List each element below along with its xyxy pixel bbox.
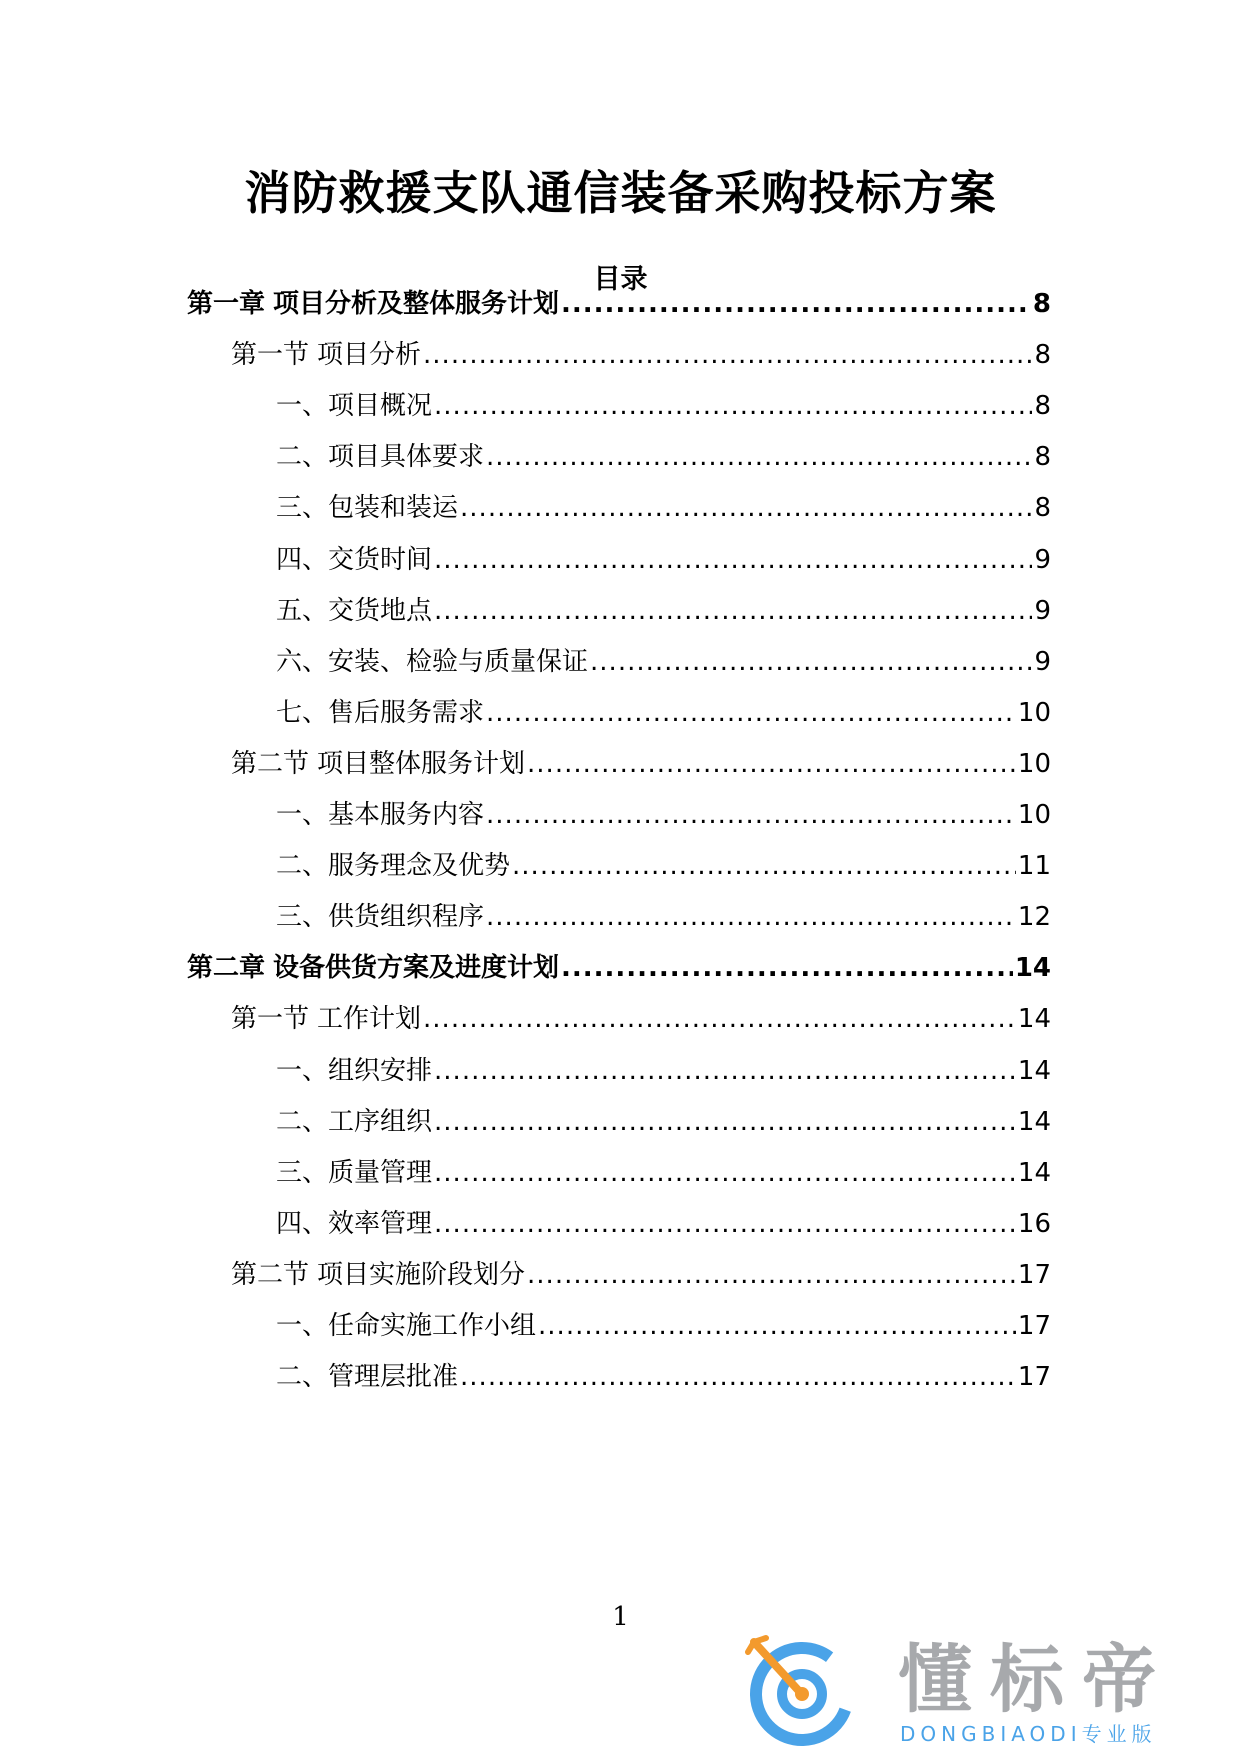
toc-entry-prefix: 一、 bbox=[276, 391, 329, 421]
toc-entry[interactable] bbox=[276, 1051, 1051, 1091]
toc-entry-label bbox=[276, 1306, 536, 1346]
toc-dot-leader bbox=[434, 1102, 1016, 1142]
toc-entry-label bbox=[276, 1153, 432, 1193]
toc-entry[interactable] bbox=[276, 1357, 1051, 1397]
toc-entry-prefix: 三、 bbox=[276, 1158, 329, 1188]
toc-entry-prefix: 四、 bbox=[276, 1209, 329, 1239]
toc-dot-leader bbox=[590, 642, 1032, 682]
toc-dot-leader bbox=[423, 999, 1016, 1039]
toc-dot-leader bbox=[434, 540, 1032, 580]
toc-entry[interactable] bbox=[276, 1153, 1051, 1193]
toc-entry[interactable] bbox=[231, 744, 1051, 784]
toc-dot-leader bbox=[486, 437, 1032, 477]
toc-entry-page: 14 bbox=[1017, 1056, 1051, 1086]
toc-entry-text: 效率管理 bbox=[328, 1209, 433, 1239]
toc-dot-leader bbox=[512, 846, 1016, 886]
toc-entry-page: 8 bbox=[1034, 391, 1051, 421]
toc-entry-label bbox=[276, 540, 432, 580]
toc-dot-leader bbox=[434, 591, 1032, 631]
toc-entry-prefix: 二、 bbox=[276, 851, 329, 881]
toc-entry[interactable] bbox=[276, 846, 1051, 886]
toc-dot-leader bbox=[561, 284, 1031, 324]
toc-entry-page: 11 bbox=[1017, 851, 1051, 881]
toc-entry-page: 8 bbox=[1032, 289, 1051, 319]
toc-entry-label bbox=[231, 999, 421, 1039]
toc-entry[interactable] bbox=[276, 795, 1051, 835]
watermark-brand: 懂标帝 bbox=[898, 1637, 1174, 1723]
toc-dot-leader bbox=[486, 897, 1016, 937]
toc-dot-leader bbox=[434, 1153, 1016, 1193]
toc-entry-page: 12 bbox=[1017, 902, 1051, 932]
toc-entry[interactable] bbox=[276, 693, 1051, 733]
toc-entry-text: 设备供货方案及进度计划 bbox=[273, 953, 560, 983]
toc-entry-page: 8 bbox=[1034, 493, 1051, 523]
toc-entry-text: 服务理念及优势 bbox=[328, 851, 511, 881]
toc-entry-page: 8 bbox=[1034, 442, 1051, 472]
toc-entry[interactable] bbox=[276, 1102, 1051, 1142]
toc-dot-leader bbox=[527, 744, 1016, 784]
toc-entry-prefix: 二、 bbox=[276, 442, 329, 472]
toc-entry-page: 14 bbox=[1017, 1004, 1051, 1034]
toc-entry-label bbox=[276, 693, 484, 733]
toc-entry-prefix: 二、 bbox=[276, 1107, 329, 1137]
toc-entry-page: 9 bbox=[1034, 596, 1051, 626]
toc-entry-label bbox=[187, 284, 559, 324]
page-number: 1 bbox=[612, 1602, 629, 1632]
toc-entry-label bbox=[231, 335, 421, 375]
toc-dot-leader bbox=[434, 1051, 1016, 1091]
toc-entry-page: 14 bbox=[1014, 953, 1051, 983]
toc-dot-leader bbox=[486, 795, 1016, 835]
toc-dot-leader bbox=[527, 1255, 1016, 1295]
toc-entry-prefix: 七、 bbox=[276, 698, 329, 728]
toc-entry-page: 17 bbox=[1017, 1260, 1051, 1290]
toc-entry-text: 供货组织程序 bbox=[328, 902, 485, 932]
toc-entry-label bbox=[187, 948, 559, 988]
toc-entry[interactable] bbox=[276, 591, 1051, 631]
toc-entry-label bbox=[276, 897, 484, 937]
toc-entry-label bbox=[276, 1357, 458, 1397]
toc-dot-leader bbox=[434, 1204, 1016, 1244]
toc-entry-text: 质量管理 bbox=[328, 1158, 433, 1188]
watermark bbox=[740, 1628, 1220, 1748]
toc-entry-text: 工作计划 bbox=[317, 1004, 422, 1034]
toc-entry-text: 安装、检验与质量保证 bbox=[328, 647, 589, 677]
watermark-subtitle: DONGBIAODI专业版 bbox=[900, 1722, 1157, 1746]
toc-entry[interactable] bbox=[231, 1255, 1051, 1295]
toc-entry-prefix: 第二节 bbox=[231, 749, 310, 779]
toc-entry-prefix: 第一节 bbox=[231, 340, 310, 370]
toc-entry[interactable] bbox=[276, 437, 1051, 477]
toc-entry-text: 项目实施阶段划分 bbox=[317, 1260, 526, 1290]
toc-dot-leader bbox=[423, 335, 1032, 375]
toc-entry-label bbox=[276, 488, 458, 528]
toc-entry-prefix: 三、 bbox=[276, 493, 329, 523]
toc-entry-text: 项目概况 bbox=[328, 391, 433, 421]
toc-entry-prefix: 六、 bbox=[276, 647, 329, 677]
toc-entry-page: 9 bbox=[1034, 545, 1051, 575]
toc-entry[interactable] bbox=[276, 1204, 1051, 1244]
target-arrow-icon bbox=[740, 1628, 860, 1748]
toc-dot-leader bbox=[538, 1306, 1016, 1346]
toc-entry-prefix: 第一章 bbox=[187, 289, 266, 319]
toc-entry-text: 组织安排 bbox=[328, 1056, 433, 1086]
toc-entry-page: 8 bbox=[1034, 340, 1051, 370]
toc-entry-prefix: 第二章 bbox=[187, 953, 266, 983]
toc-entry-prefix: 五、 bbox=[276, 596, 329, 626]
toc-entry[interactable] bbox=[276, 386, 1051, 426]
toc-entry-prefix: 第一节 bbox=[231, 1004, 310, 1034]
toc-dot-leader bbox=[460, 1357, 1016, 1397]
toc-entry-label bbox=[231, 1255, 525, 1295]
toc-dot-leader bbox=[460, 488, 1032, 528]
toc-entry-label bbox=[276, 846, 510, 886]
toc-entry-text: 项目分析及整体服务计划 bbox=[273, 289, 560, 319]
toc-entry-label bbox=[231, 744, 525, 784]
toc-entry-prefix: 第二节 bbox=[231, 1260, 310, 1290]
toc-entry-prefix: 一、 bbox=[276, 1311, 329, 1341]
toc-entry-page: 17 bbox=[1017, 1362, 1051, 1392]
toc-entry-page: 16 bbox=[1017, 1209, 1051, 1239]
toc-entry-prefix: 一、 bbox=[276, 800, 329, 830]
toc-entry[interactable] bbox=[231, 335, 1051, 375]
toc-entry-label bbox=[276, 1051, 432, 1091]
toc-entry-text: 任命实施工作小组 bbox=[328, 1311, 537, 1341]
toc-entry-page: 14 bbox=[1017, 1158, 1051, 1188]
toc-heading: 目录 bbox=[593, 264, 648, 295]
toc-entry-text: 项目具体要求 bbox=[328, 442, 485, 472]
toc-entry-text: 项目整体服务计划 bbox=[317, 749, 526, 779]
toc-entry-prefix: 三、 bbox=[276, 902, 329, 932]
toc-entry[interactable] bbox=[276, 642, 1051, 682]
toc-entry-prefix: 二、 bbox=[276, 1362, 329, 1392]
toc-entry-text: 工序组织 bbox=[328, 1107, 433, 1137]
toc-entry[interactable] bbox=[276, 488, 1051, 528]
toc-entry[interactable] bbox=[187, 284, 1051, 324]
toc-entry-label bbox=[276, 1102, 432, 1142]
toc-entry-page: 10 bbox=[1017, 698, 1051, 728]
toc-dot-leader bbox=[561, 948, 1013, 988]
toc-entry-prefix: 一、 bbox=[276, 1056, 329, 1086]
toc-entry-text: 包装和装运 bbox=[328, 493, 459, 523]
toc-entry-page: 17 bbox=[1017, 1311, 1051, 1341]
toc-entry-page: 10 bbox=[1017, 800, 1051, 830]
toc-entry-text: 基本服务内容 bbox=[328, 800, 485, 830]
toc-entry[interactable] bbox=[276, 897, 1051, 937]
toc-entry-label bbox=[276, 591, 432, 631]
document-title: 消防救援支队通信装备采购投标方案 bbox=[244, 166, 997, 220]
toc-entry-page: 9 bbox=[1034, 647, 1051, 677]
toc-entry-page: 14 bbox=[1017, 1107, 1051, 1137]
toc-entry-label bbox=[276, 386, 432, 426]
toc-entry-label bbox=[276, 437, 484, 477]
toc-entry-label bbox=[276, 795, 484, 835]
toc-entry-page: 10 bbox=[1017, 749, 1051, 779]
toc-entry[interactable] bbox=[276, 1306, 1051, 1346]
toc-entry-label bbox=[276, 642, 588, 682]
toc-entry-label bbox=[276, 1204, 432, 1244]
toc-dot-leader bbox=[434, 386, 1032, 426]
toc-entry-text: 管理层批准 bbox=[328, 1362, 459, 1392]
toc-entry[interactable] bbox=[276, 540, 1051, 580]
toc-entry-prefix: 四、 bbox=[276, 545, 329, 575]
toc-entry-text: 交货时间 bbox=[328, 545, 433, 575]
toc-entry[interactable] bbox=[187, 948, 1051, 988]
toc-entry-text: 售后服务需求 bbox=[328, 698, 485, 728]
toc-entry-text: 项目分析 bbox=[317, 340, 422, 370]
toc-entry-text: 交货地点 bbox=[328, 596, 433, 626]
toc-entry[interactable] bbox=[231, 999, 1051, 1039]
toc-dot-leader bbox=[486, 693, 1016, 733]
